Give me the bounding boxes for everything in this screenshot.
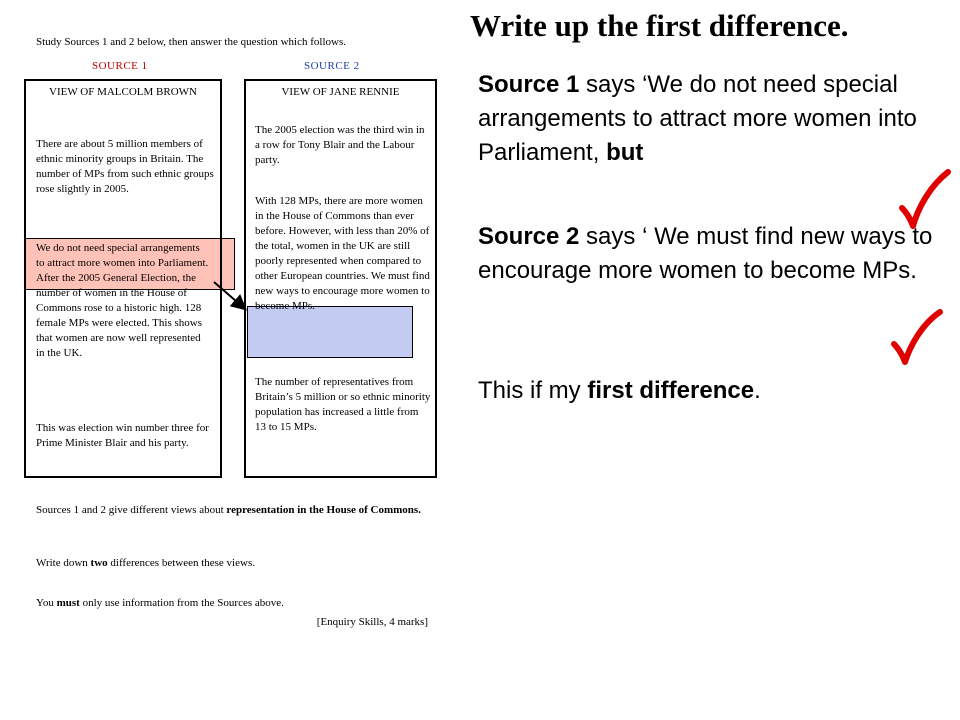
question-text xyxy=(36,502,434,518)
answer-source-1 xyxy=(478,68,938,170)
answer-but: but xyxy=(606,139,644,166)
source-1-title: VIEW OF MALCOLM BROWN xyxy=(49,86,197,98)
instruction-must-use xyxy=(36,597,284,609)
answer-source-2-label: Source 2 xyxy=(478,223,580,250)
source-2-paragraph-2: With 128 MPs, there are more women in the House of Commons than ever before. However, with less than 20% of the total, women in the UK are still poorly represented when compared to other European countries. We must find new ways to encourage more women to become MPs. xyxy=(255,195,430,312)
instruction-two-pre: Write down xyxy=(36,557,91,569)
instruction-two-differences xyxy=(36,557,255,569)
instruction-two-bold: two xyxy=(90,557,108,569)
answer-conclusion-post: . xyxy=(754,377,761,404)
source-1-box xyxy=(24,79,222,478)
instruction-must-post: only use information from the Sources above. xyxy=(79,597,284,609)
red-tick-icon xyxy=(888,308,948,370)
answer-source-2 xyxy=(478,220,948,288)
question-text-plain: Sources 1 and 2 give different views about xyxy=(36,504,227,516)
source-2-box xyxy=(244,79,437,478)
source-2-paragraph-1: The 2005 election was the third win in a row for Tony Blair and the Labour party. xyxy=(255,124,425,166)
source-1-heading: SOURCE 1 xyxy=(92,60,148,72)
answer-source-2-text: says ‘ We must find new ways to encourage more women to become MPs. xyxy=(478,223,933,284)
answer-source-1-label: Source 1 xyxy=(478,71,580,98)
answer-conclusion-bold: first difference xyxy=(587,377,755,404)
source-1-paragraph-2: We do not need special arrangements to attract more women into Parliament. After the 2005 General Election, the number of women in the House of Commons rose to a historic high. 128 female MPs were elected. This shows that women are now well represented in the UK. xyxy=(36,242,209,359)
source-1-paragraph-1: There are about 5 million members of ethnic minority groups in Britain. The number of MPs from such ethnic groups rose slightly in 2005. xyxy=(36,138,214,195)
instruction-must-pre: You xyxy=(36,597,57,609)
answer-source-1-text: says ‘We do not need special arrangements to attract more women into Parliament, xyxy=(478,71,917,166)
marks-label: [Enquiry Skills, 4 marks] xyxy=(316,616,428,628)
source-2-paragraph-3: The number of representatives from Britain’s 5 million or so ethnic minority population has increased a little from 13 to 15 MPs. xyxy=(255,376,431,433)
page-title: Write up the first difference. xyxy=(470,8,849,43)
source-2-title: VIEW OF JANE RENNIE xyxy=(281,86,400,98)
source-1-paragraph-3: This was election win number three for Prime Minister Blair and his party. xyxy=(36,422,209,449)
instruction-must-bold: must xyxy=(56,597,80,609)
source-2-heading: SOURCE 2 xyxy=(304,60,360,72)
answer-conclusion xyxy=(478,374,948,408)
answer-conclusion-pre: This if my xyxy=(478,377,588,404)
instruction-two-post: differences between these views. xyxy=(107,557,255,569)
instructions-text: Study Sources 1 and 2 below, then answer the question which follows. xyxy=(36,36,346,48)
question-text-bold: representation in the House of Commons. xyxy=(226,504,421,516)
